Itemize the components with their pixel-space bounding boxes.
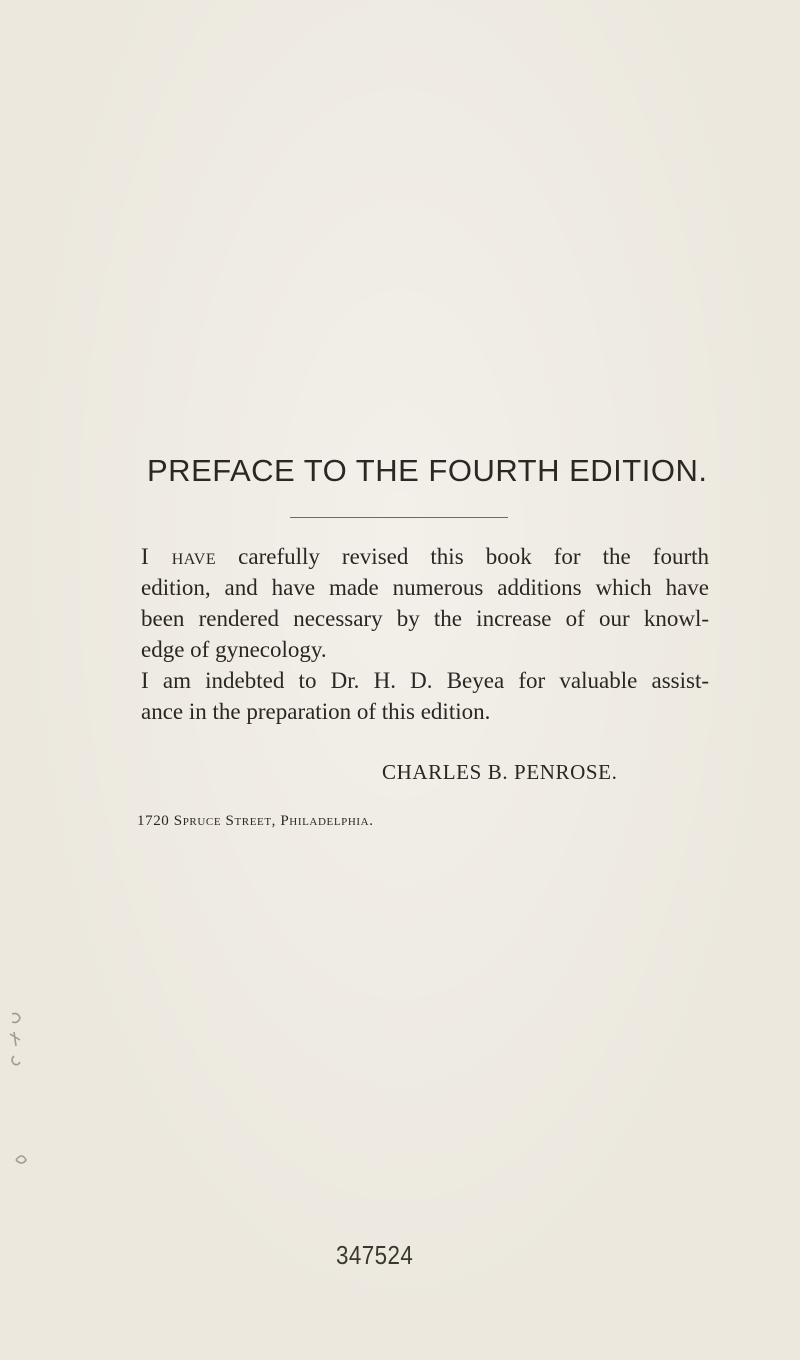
paragraph-1-line-3: been rendered necessary by the increase of our knowl- [141,606,709,631]
paragraph-2-line-2: ance in the preparation of this edition. [141,699,491,724]
author-signature: CHARLES B. PENROSE. [382,760,618,784]
paragraph-2-line-1: I am indebted to Dr. H. D. Beyea for valuable assist- [141,668,709,693]
paragraph-1 [141,541,709,665]
title-divider [290,517,508,518]
author-address: 1720 Spruce Street, Philadelphia. [137,813,374,829]
paragraph-lead: I have [141,544,217,569]
paragraph-1-line-4: edge of gynecology. [141,637,327,662]
paragraph-text: carefully revised this book for the fourth [238,544,709,569]
preface-body [141,541,709,727]
page-title: PREFACE TO THE FOURTH EDITION. [147,453,708,488]
paragraph-1-line-1 [141,541,709,572]
accession-number: 347524 [336,1240,414,1270]
paragraph-2 [141,665,709,727]
margin-stamp-marks [6,1010,42,1210]
paragraph-1-line-2: edition, and have made numerous additions which have [141,575,709,600]
